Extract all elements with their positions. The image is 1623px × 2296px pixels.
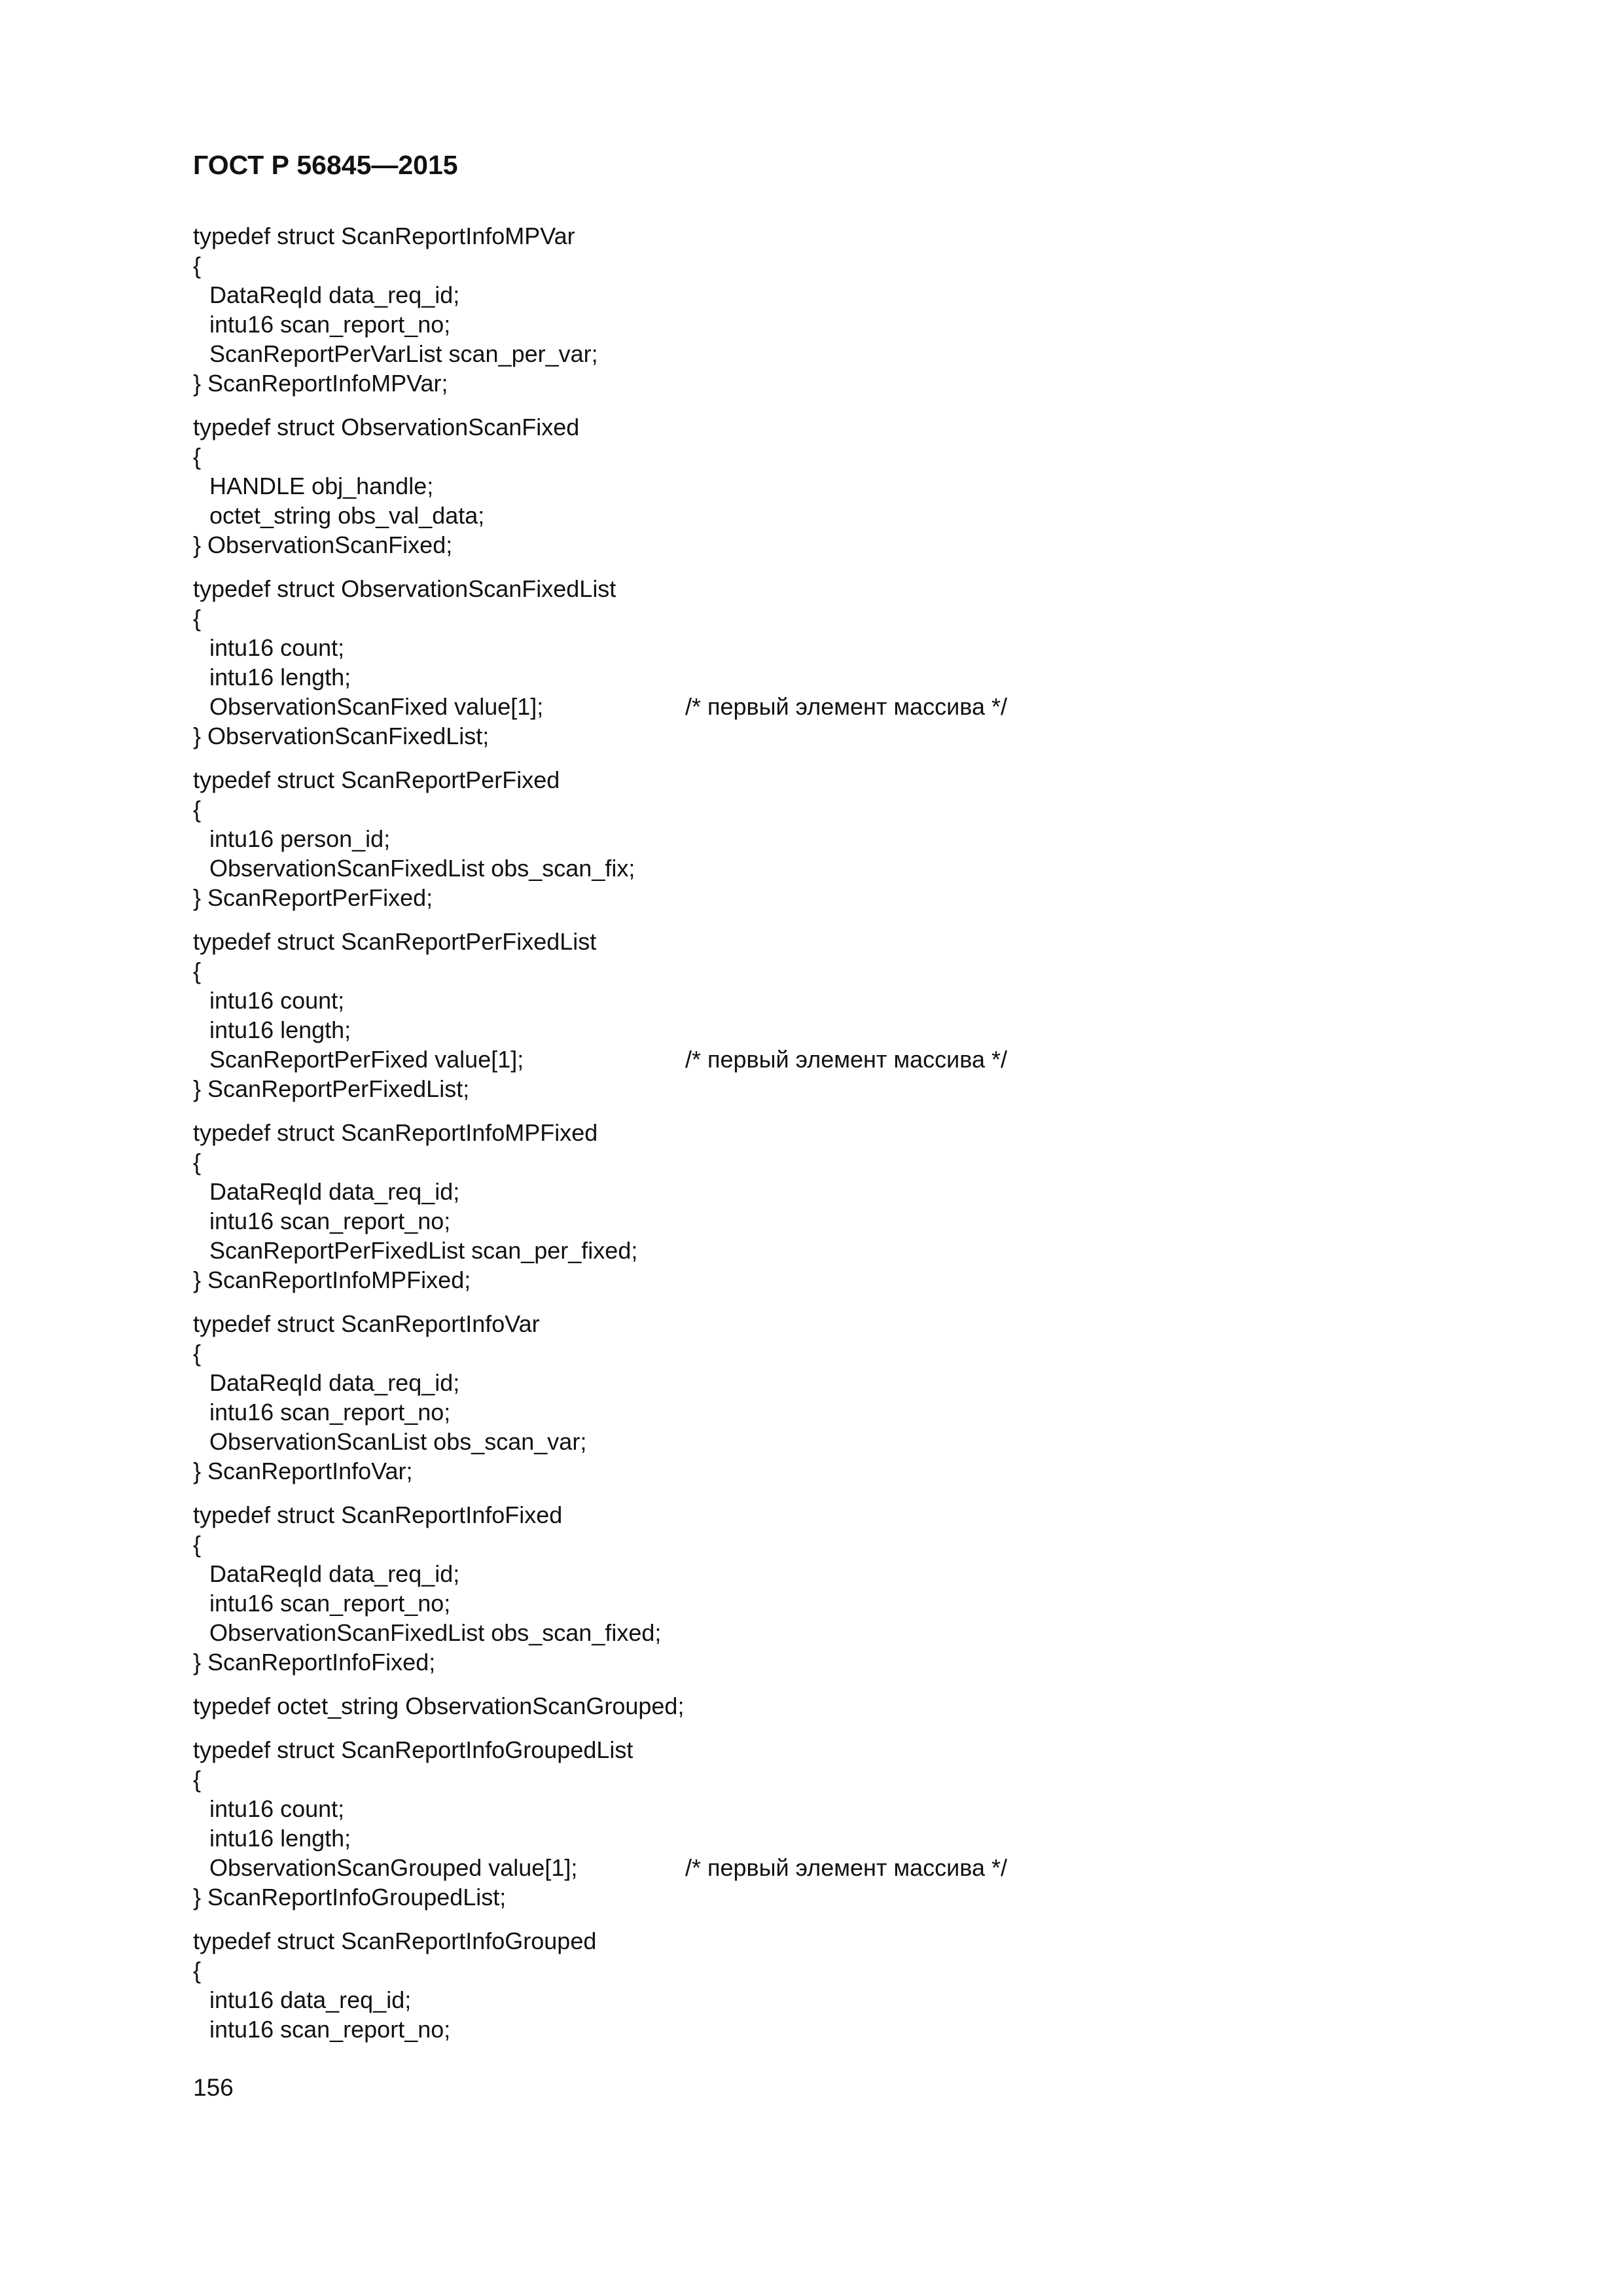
code-text: typedef struct ScanReportInfoVar — [193, 1310, 540, 1337]
code-line — [193, 662, 1436, 692]
code-text: { — [193, 443, 202, 470]
code-text: ScanReportPerVarList scan_per_var; — [209, 340, 598, 367]
code-text: intu16 length; — [209, 664, 351, 691]
code-text: ObservationScanFixed value[1]; — [209, 693, 544, 720]
code-block — [193, 927, 1436, 1103]
code-line — [193, 765, 1436, 795]
code-line — [193, 927, 1436, 956]
code-line — [193, 1338, 1436, 1368]
code-line — [193, 1765, 1436, 1794]
code-block — [193, 221, 1436, 398]
code-text: { — [193, 1531, 202, 1558]
code-block — [193, 574, 1436, 751]
code-text: typedef struct ScanReportPerFixed — [193, 766, 560, 793]
code-line — [193, 956, 1436, 986]
code-text: typedef octet_string ObservationScanGrouped; — [193, 1693, 685, 1719]
code-text: typedef struct ScanReportPerFixedList — [193, 928, 597, 955]
code-text: } ScanReportInfoFixed; — [193, 1649, 436, 1676]
code-text: intu16 scan_report_no; — [209, 1590, 451, 1617]
code-text: DataReqId data_req_id; — [209, 1369, 460, 1396]
code-line — [193, 1177, 1436, 1206]
code-line — [193, 1823, 1436, 1853]
code-text: octet_string obs_val_data; — [209, 502, 485, 529]
code-line — [193, 501, 1436, 530]
code-text: } ScanReportPerFixedList; — [193, 1075, 470, 1102]
code-comment: /* первый элемент массива */ — [685, 1046, 1008, 1073]
document-header: ГОСТ Р 56845—2015 — [193, 150, 458, 180]
code-line — [193, 1559, 1436, 1588]
code-comment: /* первый элемент массива */ — [685, 1854, 1008, 1881]
code-text: DataReqId data_req_id; — [209, 1560, 460, 1587]
code-text: { — [193, 1957, 202, 1984]
code-line — [193, 2015, 1436, 2044]
code-line — [193, 883, 1436, 912]
code-line — [193, 1045, 1436, 1074]
code-text: intu16 count; — [209, 1795, 345, 1822]
code-line — [193, 1427, 1436, 1456]
code-line — [193, 310, 1436, 339]
code-text: intu16 scan_report_no; — [209, 1208, 451, 1234]
code-line — [193, 1118, 1436, 1147]
code-line — [193, 721, 1436, 751]
code-text: DataReqId data_req_id; — [209, 1178, 460, 1205]
code-block — [193, 1118, 1436, 1295]
code-line — [193, 1206, 1436, 1236]
code-line — [193, 824, 1436, 853]
code-line — [193, 1397, 1436, 1427]
code-text: typedef struct ScanReportInfoFixed — [193, 1501, 563, 1528]
code-line — [193, 280, 1436, 310]
code-listing — [193, 221, 1436, 2058]
code-text: { — [193, 1149, 202, 1175]
code-text: typedef struct ObservationScanFixed — [193, 414, 580, 440]
code-text: intu16 scan_report_no; — [209, 311, 451, 338]
code-line — [193, 1647, 1436, 1677]
code-text: intu16 scan_report_no; — [209, 1399, 451, 1426]
code-text: intu16 length; — [209, 1016, 351, 1043]
code-line — [193, 1882, 1436, 1912]
code-text: ObservationScanFixedList obs_scan_fixed; — [209, 1619, 662, 1646]
code-line — [193, 412, 1436, 442]
code-line — [193, 692, 1436, 721]
code-text: intu16 person_id; — [209, 825, 391, 852]
code-text: } ScanReportPerFixed; — [193, 884, 433, 911]
code-line — [193, 1530, 1436, 1559]
code-text: { — [193, 1340, 202, 1367]
code-line — [193, 1368, 1436, 1397]
code-text: { — [193, 605, 202, 632]
code-line — [193, 986, 1436, 1015]
code-line — [193, 1236, 1436, 1265]
code-text: intu16 count; — [209, 987, 345, 1014]
code-text: } ScanReportInfoVar; — [193, 1458, 413, 1484]
code-text: intu16 length; — [209, 1825, 351, 1852]
code-text: typedef struct ScanReportInfoMPVar — [193, 223, 575, 249]
code-text: ObservationScanGrouped value[1]; — [209, 1854, 578, 1881]
code-text: typedef struct ScanReportInfoGrouped — [193, 1928, 597, 1954]
code-text: HANDLE obj_handle; — [209, 473, 434, 499]
code-line — [193, 368, 1436, 398]
code-text: } ScanReportInfoGroupedList; — [193, 1884, 507, 1910]
code-line — [193, 1265, 1436, 1295]
code-block — [193, 1500, 1436, 1677]
code-line — [193, 1794, 1436, 1823]
code-line — [193, 1618, 1436, 1647]
code-text: } ObservationScanFixedList; — [193, 723, 490, 749]
code-text: { — [193, 1766, 202, 1793]
code-text: ScanReportPerFixed value[1]; — [209, 1046, 524, 1073]
code-line — [193, 339, 1436, 368]
code-line — [193, 251, 1436, 280]
code-line — [193, 1500, 1436, 1530]
code-line — [193, 1926, 1436, 1956]
code-line — [193, 1985, 1436, 2015]
code-line — [193, 471, 1436, 501]
code-line — [193, 1074, 1436, 1103]
code-line — [193, 795, 1436, 824]
code-line — [193, 1956, 1436, 1985]
code-text: ObservationScanFixedList obs_scan_fix; — [209, 855, 635, 882]
page-number: 156 — [193, 2074, 234, 2101]
code-text: } ScanReportInfoMPVar; — [193, 370, 448, 397]
code-text: { — [193, 252, 202, 279]
code-line — [193, 574, 1436, 603]
code-text: typedef struct ScanReportInfoGroupedList — [193, 1736, 633, 1763]
code-text: { — [193, 958, 202, 984]
code-text: intu16 data_req_id; — [209, 1986, 412, 2013]
code-text: intu16 scan_report_no; — [209, 2016, 451, 2043]
code-text: DataReqId data_req_id; — [209, 281, 460, 308]
code-line — [193, 1853, 1436, 1882]
code-line — [193, 633, 1436, 662]
code-line — [193, 603, 1436, 633]
code-line — [193, 1456, 1436, 1486]
code-block — [193, 412, 1436, 560]
code-block — [193, 1926, 1436, 2044]
code-line — [193, 1588, 1436, 1618]
code-text: typedef struct ScanReportInfoMPFixed — [193, 1119, 598, 1146]
code-text: } ObservationScanFixed; — [193, 531, 453, 558]
code-line — [193, 1691, 1436, 1721]
code-block — [193, 765, 1436, 912]
code-line — [193, 1147, 1436, 1177]
code-text: typedef struct ObservationScanFixedList — [193, 575, 616, 602]
code-line — [193, 1735, 1436, 1765]
code-block — [193, 1691, 1436, 1721]
code-line — [193, 442, 1436, 471]
code-text: ObservationScanList obs_scan_var; — [209, 1428, 587, 1455]
code-line — [193, 221, 1436, 251]
code-comment: /* первый элемент массива */ — [685, 693, 1008, 720]
code-text: { — [193, 796, 202, 823]
code-text: intu16 count; — [209, 634, 345, 661]
code-text: } ScanReportInfoMPFixed; — [193, 1266, 471, 1293]
code-line — [193, 1015, 1436, 1045]
code-block — [193, 1735, 1436, 1912]
code-block — [193, 1309, 1436, 1486]
code-line — [193, 530, 1436, 560]
code-line — [193, 853, 1436, 883]
code-text: ScanReportPerFixedList scan_per_fixed; — [209, 1237, 638, 1264]
code-line — [193, 1309, 1436, 1338]
